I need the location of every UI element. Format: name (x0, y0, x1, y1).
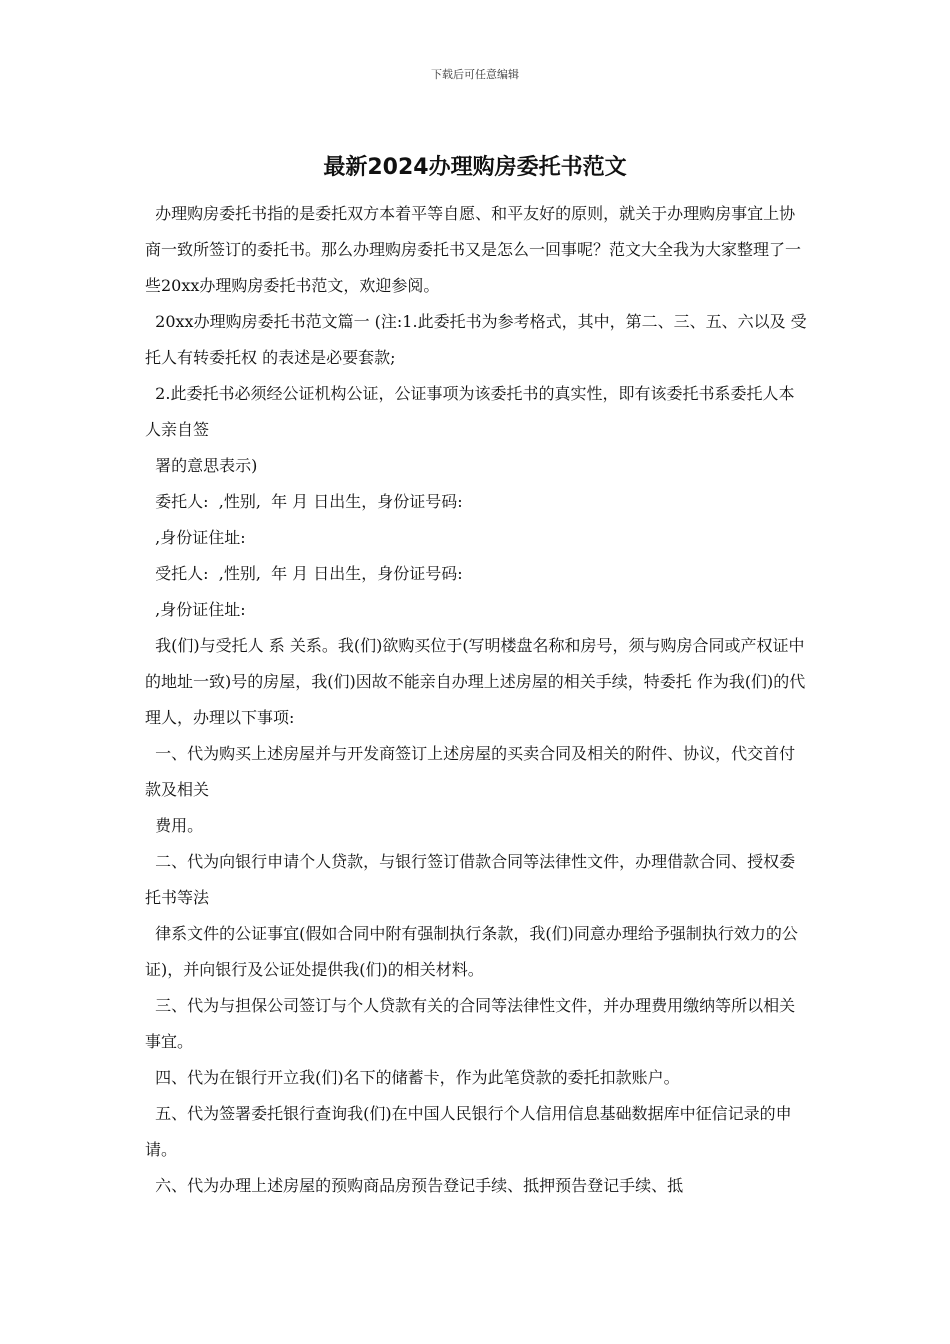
paragraph: 四、代为在银行开立我(们)名下的储蓄卡，作为此笔贷款的委托扣款账户。 (145, 1068, 680, 1087)
paragraph: 费用。 (145, 816, 204, 835)
paragraph: 委托人: ,性别, 年 月 日出生，身份证号码: (145, 492, 463, 511)
document-body (145, 196, 809, 1204)
paragraph: 六、代为办理上述房屋的预购商品房预告登记手续、抵押预告登记手续、抵 (145, 1176, 684, 1195)
header-note: 下载后可任意编辑 (431, 68, 519, 81)
paragraph: 办理购房委托书指的是委托双方本着平等自愿、和平友好的原则，就关于办理购房事宜上协商一致所签订的委托书。那么办理购房委托书又是怎么一回事呢？范文大全我为大家整理了一些20xx办理购房委托书范文，欢迎参阅。 (145, 204, 802, 295)
paragraph: 署的意思表示) (145, 456, 258, 475)
paragraph: 律系文件的公证事宜(假如合同中附有强制执行条款，我(们)同意办理给予强制执行效力的公证)，并向银行及公证处提供我(们)的相关材料。 (145, 924, 798, 979)
paragraph: 20xx办理购房委托书范文篇一 (注:1.此委托书为参考格式，其中，第二、三、五、六以及 受托人有转委托权 的表述是必要套款; (145, 312, 807, 367)
paragraph: ,身份证住址: (145, 528, 246, 547)
paragraph: 我(们)与受托人 系 关系。我(们)欲购买位于(写明楼盘名称和房号，须与购房合同或产权证中的地址一致)号的房屋，我(们)因故不能亲自办理上述房屋的相关手续，特委托 作为我(们)的代理人，办理以下事项: (145, 636, 806, 727)
paragraph: 五、代为签署委托银行查询我(们)在中国人民银行个人信用信息基础数据库中征信记录的申请。 (145, 1104, 792, 1159)
paragraph: 二、代为向银行申请个人贷款，与银行签订借款合同等法律性文件，办理借款合同、授权委托书等法 (145, 852, 796, 907)
paragraph: 一、代为购买上述房屋并与开发商签订上述房屋的买卖合同及相关的附件、协议，代交首付款及相关 (145, 744, 796, 799)
paragraph: 受托人: ,性别, 年 月 日出生，身份证号码: (145, 564, 463, 583)
document-title: 最新2024办理购房委托书范文 (323, 155, 627, 180)
paragraph: 三、代为与担保公司签订与个人贷款有关的合同等法律性文件，并办理费用缴纳等所以相关事宜。 (145, 996, 796, 1051)
paragraph: 2.此委托书必须经公证机构公证，公证事项为该委托书的真实性，即有该委托书系委托人本人亲自签 (145, 384, 795, 439)
paragraph: ,身份证住址: (145, 600, 246, 619)
